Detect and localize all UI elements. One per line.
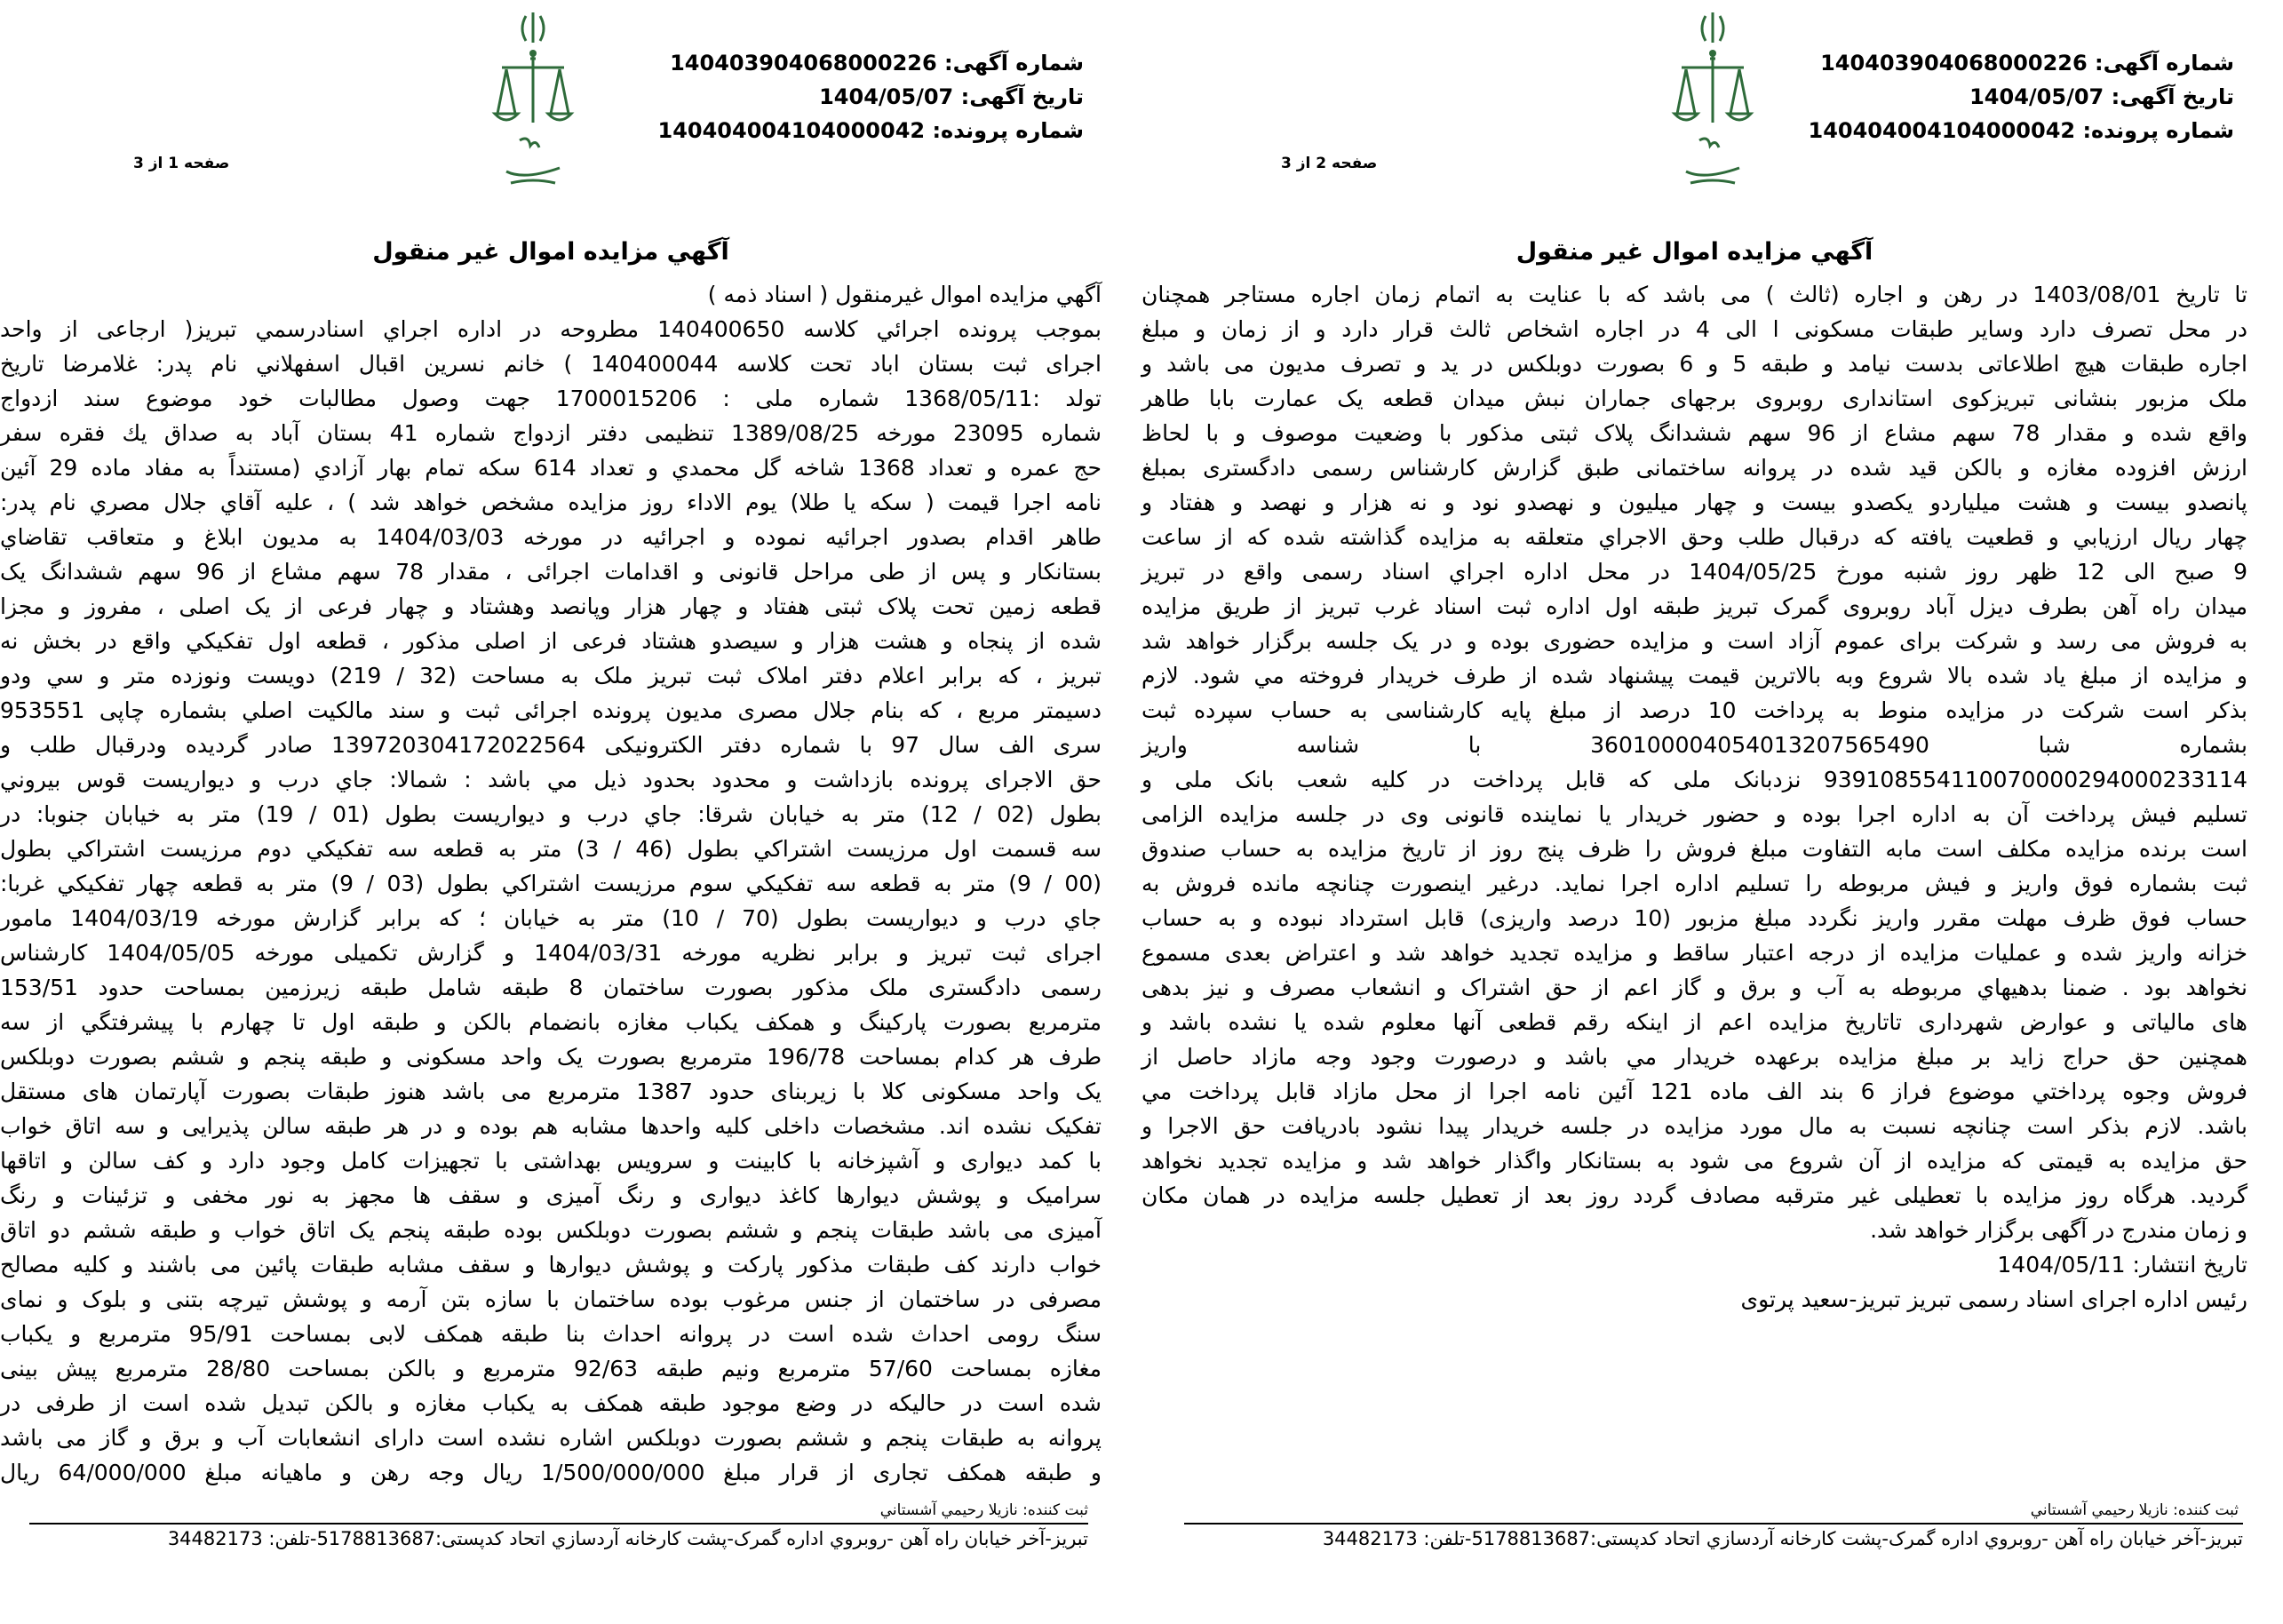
body-line: گردید. هرگاه روز مزایده با تعطیلی غیر مترقبه مصادف گردد روز بعد از تعطیل جلسه مزایده در همان مکان: [1142, 1182, 2247, 1208]
body-line: سنگ رومی احداث شده است در پروانه احداث بنا طبقه همكف لابی بمساحت 95/91 مترمربع و يكباب: [0, 1321, 1102, 1347]
body-line: بستانكار و پس از طی مراحل قانونی و اقدامات اجرائی ، مقدار 78 سهم مشاع از 96 سهم ششدانگ يک: [0, 559, 1102, 585]
body-line: اجرای ثبت بستان اباد تحت كلاسه 140400044 ) خانم نسرين اقبال اسفهلاني نام پدر: غلامرضا تاريخ: [0, 351, 1102, 377]
body-line: است برنده مزایده مکلف است مابه التفاوت مبلغ فروش را ظرف پنج روز از تاریخ مزایده به حساب صندوق: [1142, 836, 2247, 862]
notice-body: [1142, 277, 2247, 1317]
body-line: رسمی دادگستری ملک مذكور بصورت ساختمان 8 طبقه شامل طبقه زيرزمين بمساحت حدود 153/51: [0, 975, 1102, 1000]
notice-title: آگهي مزايده اموال غير منقول: [1515, 238, 1873, 266]
body-line: سری الف سال 97 با شماره دفتر الكترونيكی 139720304172022564 صادر گرديده ودرقبال طلب و: [0, 732, 1102, 758]
judiciary-emblem-icon: [484, 7, 582, 203]
body-line: ارزش افزوده مغازه و بالکن قید شده در پروانه ساختمانی طبق گزارش کارشناس رسمی دادگستری بمبلغ: [1142, 455, 2247, 481]
body-line: بطول (02 / 12) متر به خيابان شرقا: جاي درب و ديواريست بطول (01 / 19) متر به خيابان جنوبا: در: [0, 801, 1102, 827]
body-line: خزانه واریز شده و عملیات مزایده از درجه اعتبار ساقط و مزایده تجدید خواهد شد و اعتراض بعدی مسموع: [1142, 940, 2247, 966]
case-number: شماره پرونده: 140404004104000042: [1808, 118, 2234, 143]
body-line: تاریخ انتشار: 1404/05/11: [1997, 1252, 2247, 1278]
body-line: دسيمتر مربع ، كه بنام جلال مصری مديون پرونده اجرائی ثبت و سند مالكيت اصلي بشماره چاپی 953551: [0, 697, 1102, 723]
body-line: مصرفی در ساختمان از جنس مرغوب بوده ساختمان با سازه بتن آرمه و پوشش تيرچه بتنی و بلوک و نمای: [0, 1286, 1102, 1312]
page-number: صفحه 1 از 3: [133, 155, 230, 172]
body-line: شده از پنجاه و هشت هزار و سيصدو هشتاد فرعی از اصلی مذکور ، قطعه اول تفکيکي واقع در بخش نه: [0, 628, 1102, 654]
body-line: نامه اجرا قيمت ( سكه يا طلا) يوم الاداء روز مزايده مشخص خواهد شد ) ، عليه آقاي جلال مصري نام پدر:: [0, 490, 1102, 515]
body-line: سراميک و پوشش ديوارها كاغذ ديواری و رنگ آميزی و سقف ها مجهز به نور مخفی و تزئينات و رنگ: [0, 1182, 1102, 1208]
body-line: مغازه بمساحت 57/60 مترمربع ونيم طبقه 92/63 مترمربع و بالكن بمساحت 28/80 مترمربع پيش بينی: [0, 1356, 1102, 1381]
body-line: (00 / 9) متر به قطعه سه تفكيكي سوم مرزيست اشتراكي بطول (03 / 9) متر به قطعه چهار تفكيكي غربا:: [0, 871, 1102, 896]
body-line: تفكيک نشده اند. مشخصات داخلی كليه واحدها مشابه هم بوده و در هر طبقه سالن پذيرايی و سه اتاق خواب: [0, 1113, 1102, 1139]
body-line: فروش وجوه پرداختي موضوع فراز 6 بند الف ماده 121 آئین نامه اجرا از محل مازاد قابل پرداخت مي: [1142, 1079, 2248, 1104]
body-line: بشماره شبا 360100004054013207565490 با شناسه واریز: [1142, 732, 2248, 758]
body-line: در محل تصرف دارد وسایر طبقات مسکونی ا الی 4 در اجاره اشخاص ثالث قرار دارد و از زمان و مبلغ: [1142, 316, 2247, 342]
body-line: طرف هر كدام بمساحت 196/78 مترمربع بصورت يک واحد مسكونی و طبقه پنجم و ششم بصورت دوبلكس: [0, 1044, 1102, 1070]
body-line: میدان راه آهن بطرف دیزل آباد روبروی گمرک تبریز طبقه اول اداره ثبت اسناد غرب تبریز از طریق مزایده: [1142, 593, 2247, 619]
body-line: 9 صبح الی 12 ظهر روز شنبه مورخ 1404/05/25 در محل اداره اجراي اسناد رسمی واقع در تبریز: [1142, 559, 2248, 585]
notice-title: آگهي مزايده اموال غير منقول: [372, 238, 729, 266]
body-line: و طبقه همكف تجاری از قرار مبلغ 1/500/000/000 ريال وجه رهن و ماهيانه مبلغ 64/000/000 ريال: [0, 1460, 1102, 1485]
body-line: قطعه زمين تحت پلاک ثبتی هفتاد و چهار هزار وپانصد وهشتاد و چهار فرعی از يک اصلی ، مفروز و مجزا: [0, 593, 1102, 619]
body-line: بذکر است شرکت در مزایده منوط به پرداخت 10 درصد از مبلغ پایه کارشناسی به حساب سپرده ثبت: [1142, 697, 2247, 723]
body-line: بموجب پرونده اجرائي كلاسه 140400650 مطروحه در اداره اجراي اسنادرسمي تبريز( ارجاعی از واحد: [0, 316, 1102, 342]
body-line: جاي درب و ديواريست بطول (70 / 10) متر به خيابان ؛ كه برابر گزارش مورخه 1404/03/19 مامور: [0, 905, 1102, 931]
body-line: 939108554110070000294000233114 نزدبانک ملی که قابل پرداخت در کلیه شعب بانک ملی و: [1142, 767, 2247, 792]
body-line: چهار ریال ارزیابي و قطعیت یافته که درقبال طلب وحق الاجراي متعلقه به مزایده گذاشته شده که از ساعت: [1142, 524, 2247, 550]
footer-divider: [29, 1523, 1088, 1524]
body-line: طاهر اقدام بصدور اجرائيه نموده و اجرائيه در مورخه 1404/03/03 به مديون ابلاغ و متعاقب تقاضاي: [0, 524, 1102, 550]
body-line: های مالیاتی و عوارض شهرداری تاتاریخ مزایده اعم از اینکه رقم قطعی آنها معلوم شده یا نشده باشد و: [1142, 1009, 2247, 1035]
body-line: رئیس اداره اجرای اسناد رسمی تبریز تبریز-سعید پرتوی: [1740, 1286, 2247, 1312]
page-number: صفحه 2 از 3: [1281, 155, 1378, 172]
body-line: اجرای ثبت تبريز و برابر نظريه مورخه 1404/03/31 و گزارش تكميلی مورخه 1404/05/05 كارشناس: [0, 940, 1102, 966]
body-line: همچنین حق حراج زاید بر مبلغ مزایده برعهده خریدار مي باشد و درصورت وجود وجه مازاد حاصل از: [1142, 1044, 2247, 1070]
body-line: تا تاریخ 1403/08/01 در رهن و اجاره (ثالث ) می باشد که با عنایت به اتمام زمان اجاره مستاجر همچنان: [1142, 282, 2247, 307]
notice-body: [0, 277, 1102, 1490]
body-line: تبريز ، كه برابر اعلام دفتر املاک ثبت تبريز ملک به مساحت (32 / 219) دويست ونوزده متر و سي ودو: [0, 663, 1102, 689]
notice-header: [1809, 46, 2235, 147]
notice-date: تاریخ آگهی: 1404/05/07: [1969, 84, 2234, 109]
body-line: پروانه به طبقات پنجم و ششم بصورت دوبلكس اشاره نشده است دارای انشعابات آب و برق و گاز می باشد: [0, 1425, 1102, 1451]
body-line: آگهي مزايده اموال غيرمنقول ( اسناد ذمه ): [707, 282, 1102, 307]
body-line: اجاره طبقات هیچ اطلاعاتی بدست نیامد و طبقه 5 و 6 بصورت دوبلکس در ید و تصرف مدیون می باشد و: [1142, 351, 2247, 377]
body-line: ثبت بشماره فوق واریز و فیش مربوطه را تسلیم اداره اجرا نماید. درغیر اینصورت چنانچه مانده فروش به: [1142, 871, 2247, 896]
notice-number: شماره آگهی: 140403904068000226: [670, 51, 1084, 76]
body-line: حساب فوق ظرف مهلت مقرر واریز نگردد مبلغ مزبور (10 درصد واریزی) قابل استرداد نبوده و به حساب: [1142, 905, 2248, 931]
body-line: مترمربع بصورت پاركينگ و همكف يكباب مغازه بانضمام بالكن و طبقه اول تا چهارم با پيشرفتگي از سه: [0, 1009, 1102, 1035]
footer-divider: [1184, 1523, 2243, 1524]
notice-number: شماره آگهی: 140403904068000226: [1820, 51, 2234, 76]
body-line: تسلیم فیش پرداخت آن به اداره اجرا بوده و حضور خریدار یا نماینده قانونی وی در جلسه مزایده الزامی: [1142, 801, 2247, 827]
notice-page-2: [1142, 0, 2247, 1624]
body-line: يک واحد مسكونی كلا با زيربنای حدود 1387 مترمربع می باشد هنوز طبقات بصورت آپارتمان های مستقل: [0, 1079, 1102, 1104]
body-line: ملک مزبور بنشانی تبریزکوی استانداری روبروی برجهای جماران نبش میدان قطعه یک عمارت بابا طاهر: [1142, 386, 2247, 411]
body-line: به فروش می رسد و شرکت برای عموم آزاد است و مزایده حضوری بوده و در یک جلسه برگزار خواهد شد: [1142, 628, 2247, 654]
registrar: ثبت کننده: نازيلا رحيمي آشستاني: [2030, 1501, 2239, 1519]
body-line: حق الاجرای پرونده بازداشت و محدود بحدود ذيل مي باشد : شمالا: جاي درب و ديواريست قوس بيروني: [0, 767, 1102, 792]
body-line: واقع شده و مقدار 78 سهم مشاع از 96 سهم ششدانگ پلاک ثبتی مذکور با وضعیت موصوف و با لحاظ: [1142, 420, 2247, 446]
body-line: حق مزایده به قیمتی که مزایده از آن شروع می شود به بستانکار واگذار خواهد شد و مزایده تجدید نخواهد: [1142, 1148, 2247, 1174]
body-line: و زمان مندرج در آگهی برگزار خواهد شد.: [1870, 1217, 2247, 1243]
body-line: شده است در حاليكه در وضع موجود طبقه همكف به يكباب مغازه و بالكن تبديل شده است از طرفی در: [0, 1390, 1102, 1416]
registrar: ثبت کننده: نازيلا رحيمي آشستاني: [879, 1501, 1088, 1519]
office-address-footer: تبریز-آخر خیابان راه آهن -روبروي اداره گمرک-پشت کارخانه آردسازي اتحاد کدپستی:5178813687-تلفن: 34482173: [167, 1528, 1088, 1549]
body-line: نخواهد بود . ضمنا بدهیهاي مربوطه به آب و برق و گاز اعم از حق اشتراک و انشعاب مصرف و نیز بدهی: [1142, 975, 2247, 1000]
notice-page-1: [0, 0, 1102, 1624]
notice-header: [658, 46, 1085, 147]
judiciary-emblem-icon: [1664, 7, 1762, 203]
notice-date: تاریخ آگهی: 1404/05/07: [819, 84, 1084, 109]
body-line: سه قسمت اول مرزيست اشتراكي بطول (46 / 3) متر به قطعه سه تفكيكي دوم مرزيست اشتراكي بطول: [0, 836, 1102, 862]
body-line: پانصدو بیست و هشت میلیاردو یکصدو بیست و چهار میلیون و نهصدو نود و نه هزار و نهصد و هفتاد و: [1142, 490, 2247, 515]
body-line: آميزی می باشد طبقات پنجم و ششم بصورت دوبلكس بوده طبقه پنجم يک اتاق خواب و طبقه ششم دو اتاق: [0, 1217, 1102, 1243]
body-line: و مزایده از مبلغ یاد شده بالا شروع وبه بالاترین قیمت پیشنهاد شده از طرف خریدار فروخته مي شود. لازم: [1142, 663, 2247, 689]
body-line: خواب دارند كف طبقات مذكور پاركت و پوشش ديوارها و سقف مشابه طبقات پائين می باشند و كليه مصالح: [0, 1252, 1102, 1278]
case-number: شماره پرونده: 140404004104000042: [657, 118, 1084, 143]
body-line: شماره 23095 مورخه 1389/08/25 تنظیمی دفتر ازدواج شماره 41 بستان آباد به صداق يك فقره سفر: [0, 420, 1102, 446]
body-line: باشد. لازم بذکر است چنانچه نسبت به مال مورد مزایده در جلسه خریدار پیدا نشود بادریافت حق الاجرا و: [1142, 1113, 2247, 1139]
body-line: تولد :1368/05/11 شماره ملی : 1700015206 جهت وصول مطالبات خود موضوع سند ازدواج: [0, 386, 1102, 411]
body-line: با كمد ديواری و آشپزخانه با كابينت و سرويس بهداشتی با تجهيزات كامل وجود دارد و كف سالن و اتاقها: [0, 1148, 1102, 1174]
office-address-footer: تبریز-آخر خیابان راه آهن -روبروي اداره گمرک-پشت کارخانه آردسازي اتحاد کدپستی:5178813687-تلفن: 34482173: [1322, 1528, 2243, 1549]
body-line: حج عمره و تعداد 1368 شاخه گل محمدي و تعداد 614 سكه تمام بهار آزادي (مستنداً به مفاد ماده 29 آئين: [0, 455, 1102, 481]
